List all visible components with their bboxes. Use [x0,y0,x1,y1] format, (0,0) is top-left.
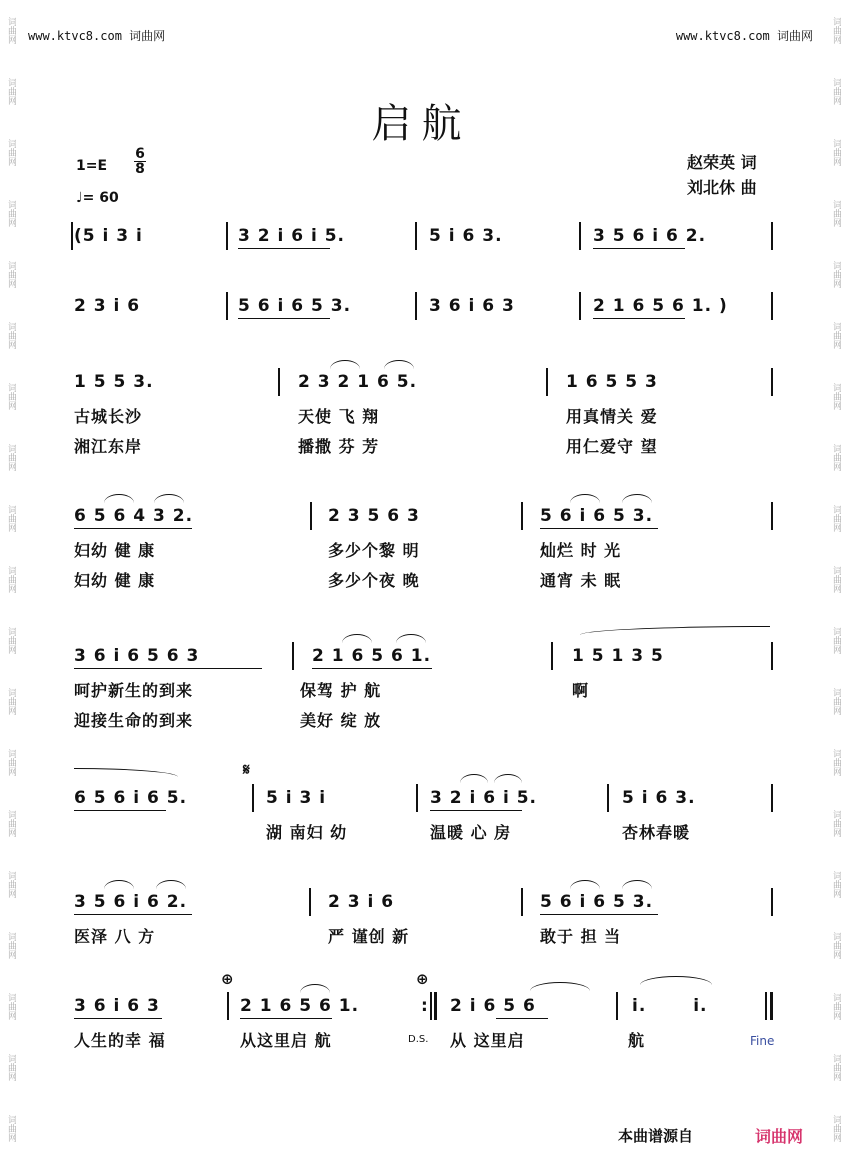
lyric-verse1: 湖 南妇 幼 [266,823,348,842]
repeat-bar-thick [434,992,437,1020]
beam [593,318,685,319]
bar-line [771,784,773,812]
measure: 3 6 i 6 3 [74,996,160,1016]
lyric-verse1: 天使 飞 翔 [298,407,380,426]
measure: 2 1 6 5 6 1. ) [593,296,728,316]
lyric-verse1: 从这里启 航 [240,1031,332,1050]
bar-line [521,888,523,916]
bar-line [309,888,311,916]
bar-line [415,292,417,320]
side-watermark-text: 词曲网 [831,139,841,166]
brand-logo: 词曲网 [754,1127,803,1146]
slur [640,976,712,985]
lyric-verse1: 多少个黎 明 [328,541,420,560]
slur [154,494,184,503]
bar-line [771,888,773,916]
beam [540,914,658,915]
lyric-verse2: 用仁爱守 望 [566,437,658,456]
lyric-verse2: 妇幼 健 康 [74,571,156,590]
lyric-verse1: 医泽 八 方 [74,927,156,946]
side-watermark-left [2,0,16,1172]
time-sig-top: 6 [135,146,145,162]
slur [494,774,522,783]
beam [74,914,192,915]
lyric-verse1: 保驾 护 航 [300,681,382,700]
side-watermark-text: 词曲网 [831,627,841,654]
measure: 3 5 6 i 6 2. [593,226,707,246]
measure: 3 2 i 6 i 5. [238,226,346,246]
key-signature: 1=E [76,158,108,174]
bar-line [227,992,229,1020]
bar-line [771,502,773,530]
song-title: 启航 [371,101,472,147]
side-watermark-text: 词曲网 [831,810,841,837]
side-watermark-text: 词曲网 [6,78,16,105]
side-watermark-text: 词曲网 [831,993,841,1020]
side-watermark-text: 词曲网 [6,1054,16,1081]
lyric-verse1: 妇幼 健 康 [74,541,156,560]
measure: 6 5 6 i 6 5. [74,788,188,808]
beam [312,668,432,669]
slur [384,360,414,369]
bar-line [546,368,548,396]
fine-mark: Fine [750,1034,775,1048]
measure: 5 6 i 6 5 3. [238,296,352,316]
watermark-top-left: www.ktvc8.com 词曲网 [28,29,166,43]
side-watermark-text: 词曲网 [831,261,841,288]
side-watermark-text: 词曲网 [831,871,841,898]
side-watermark-text: 词曲网 [6,627,16,654]
lyric-verse1: 啊 [572,681,590,700]
side-watermark-text: 词曲网 [831,17,841,44]
repeat-bar [430,992,432,1020]
bar-line [252,784,254,812]
side-watermark-text: 词曲网 [6,810,16,837]
beam [496,1018,548,1019]
coda-icon: ⊕ [221,970,235,988]
source-label: 本曲谱源自 [617,1127,693,1145]
side-watermark-text: 词曲网 [6,444,16,471]
slur [460,774,488,783]
slur [156,880,186,889]
lyric-verse2: 通宵 未 眠 [540,571,622,590]
composer: 刘北休 曲 [687,178,757,197]
beam [74,668,262,669]
measure: 6 5 6 4 3 2. [74,506,194,526]
bar-line [226,222,228,250]
beam [240,1018,332,1019]
side-watermark-text: 词曲网 [6,871,16,898]
measure: 2 3 i 6 [74,296,141,316]
bar-line [71,222,73,250]
beam [74,1018,162,1019]
slur [570,494,600,503]
bar-line [771,292,773,320]
side-watermark-text: 词曲网 [831,505,841,532]
measure: 5 i 6 3. [622,788,696,808]
measure: 5 i 6 3. [429,226,503,246]
lyric-verse1: 杏林春暖 [622,823,691,842]
measure: 2 3 5 6 3 [328,506,420,526]
bar-line [771,368,773,396]
bar-line [607,784,609,812]
side-watermark-text: 词曲网 [6,505,16,532]
dal-segno-mark: D.S. [408,1034,429,1045]
slur [396,634,426,643]
bar-line [292,642,294,670]
measure: 5 6 i 6 5 3. [540,506,654,526]
bar-line [579,292,581,320]
side-watermark-text: 词曲网 [6,383,16,410]
bar-line [616,992,618,1020]
side-watermark-text: 词曲网 [6,932,16,959]
side-watermark-text: 词曲网 [6,17,16,44]
lyric-verse1: 古城长沙 [74,407,143,426]
side-watermark-text: 词曲网 [6,1115,16,1142]
measure: 2 3 i 6 [328,892,395,912]
beam [540,528,658,529]
segno-icon: 𝄋 [243,760,251,779]
slur [74,768,178,777]
side-watermark-text: 词曲网 [6,200,16,227]
side-watermark-text: 词曲网 [831,566,841,593]
bar-line [278,368,280,396]
side-watermark-text: 词曲网 [831,932,841,959]
side-watermark-text: 词曲网 [6,322,16,349]
side-watermark-text: 词曲网 [6,993,16,1020]
bar-line [415,222,417,250]
side-watermark-text: 词曲网 [6,749,16,776]
beam [430,810,522,811]
measure: 2 1 6 5 6 1. [312,646,432,666]
measure: 3 5 6 i 6 2. [74,892,188,912]
slur [530,982,590,991]
side-watermark-text: 词曲网 [831,749,841,776]
bar-line [579,222,581,250]
bar-line [226,292,228,320]
bar-line [521,502,523,530]
final-bar [765,992,767,1020]
lyric-verse1: 温暖 心 房 [430,823,512,842]
bar-line [551,642,553,670]
side-watermark-text: 词曲网 [6,566,16,593]
measure: (5 i 3 i [74,226,143,246]
bar-line [310,502,312,530]
slur [342,634,372,643]
measure: 5 6 i 6 5 3. [540,892,654,912]
lyric-verse2: 湘江东岸 [74,437,143,456]
bar-line [771,642,773,670]
measure: 2 1 6 5 6 1. [240,996,360,1016]
watermark-top-right: www.ktvc8.com 词曲网 [675,29,813,43]
bar-line [771,222,773,250]
lyric-verse1: 灿烂 时 光 [540,541,622,560]
lyric-verse1: 严 谨创 新 [328,927,410,946]
lyric-verse2: 美好 绽 放 [300,711,382,730]
side-watermark-text: 词曲网 [6,688,16,715]
lyric-verse2: 多少个夜 晚 [328,571,420,590]
measure: 1 5 1 3 5 [572,646,664,666]
tempo-mark: ♩= 60 [76,190,119,206]
quarter-note-icon: ♩ [76,190,83,206]
slur [104,494,134,503]
repeat-dots-icon: : [421,996,429,1016]
slur [104,880,134,889]
lyric-verse2: 播撒 芬 芳 [298,437,380,456]
beam [238,318,330,319]
side-watermark-text: 词曲网 [831,322,841,349]
measure: 2 3 2 1 6 5. [298,372,418,392]
lyric-verse1: 敢于 担 当 [540,927,622,946]
lyric-verse1: 呵护新生的到来 [74,681,194,700]
side-watermark-text: 词曲网 [831,383,841,410]
slur [622,494,652,503]
slur [570,880,600,889]
side-watermark-text: 词曲网 [831,1054,841,1081]
measure: 5 i 3 i [266,788,327,808]
slur [580,626,770,635]
beam [74,810,166,811]
lyric-verse2: 迎接生命的到来 [74,711,194,730]
measure: 1 6 5 5 3 [566,372,658,392]
side-watermark-text: 词曲网 [6,261,16,288]
lyric-verse1: 航 [628,1031,646,1050]
side-watermark-text: 词曲网 [831,688,841,715]
final-bar-thick [770,992,773,1020]
beam [238,248,330,249]
coda-icon: ⊕ [416,970,430,988]
time-signature [134,147,146,176]
side-watermark-text: 词曲网 [831,78,841,105]
beam [593,248,685,249]
lyric-verse1: 人生的幸 福 [74,1031,166,1050]
measure: 2 i 6 5 6 [450,996,536,1016]
side-watermark-text: 词曲网 [6,139,16,166]
lyricist: 赵荣英 词 [687,153,757,172]
lyric-verse1: 用真情关 爱 [566,407,658,426]
slur [622,880,652,889]
measure: 3 2 i 6 i 5. [430,788,538,808]
beam [74,528,192,529]
slur [300,984,330,993]
measure: 3 6 i 6 5 6 3 [74,646,200,666]
measure: 3 6 i 6 3 [429,296,515,316]
side-watermark-text: 词曲网 [831,1115,841,1142]
side-watermark-text: 词曲网 [831,200,841,227]
measure: i. i. [632,996,708,1016]
measure: 1 5 5 3. [74,372,154,392]
slur [330,360,360,369]
side-watermark-right [827,0,841,1172]
lyric-verse1: 从 这里启 [450,1031,525,1050]
time-sig-bottom: 8 [135,161,145,177]
side-watermark-text: 词曲网 [831,444,841,471]
bar-line [416,784,418,812]
